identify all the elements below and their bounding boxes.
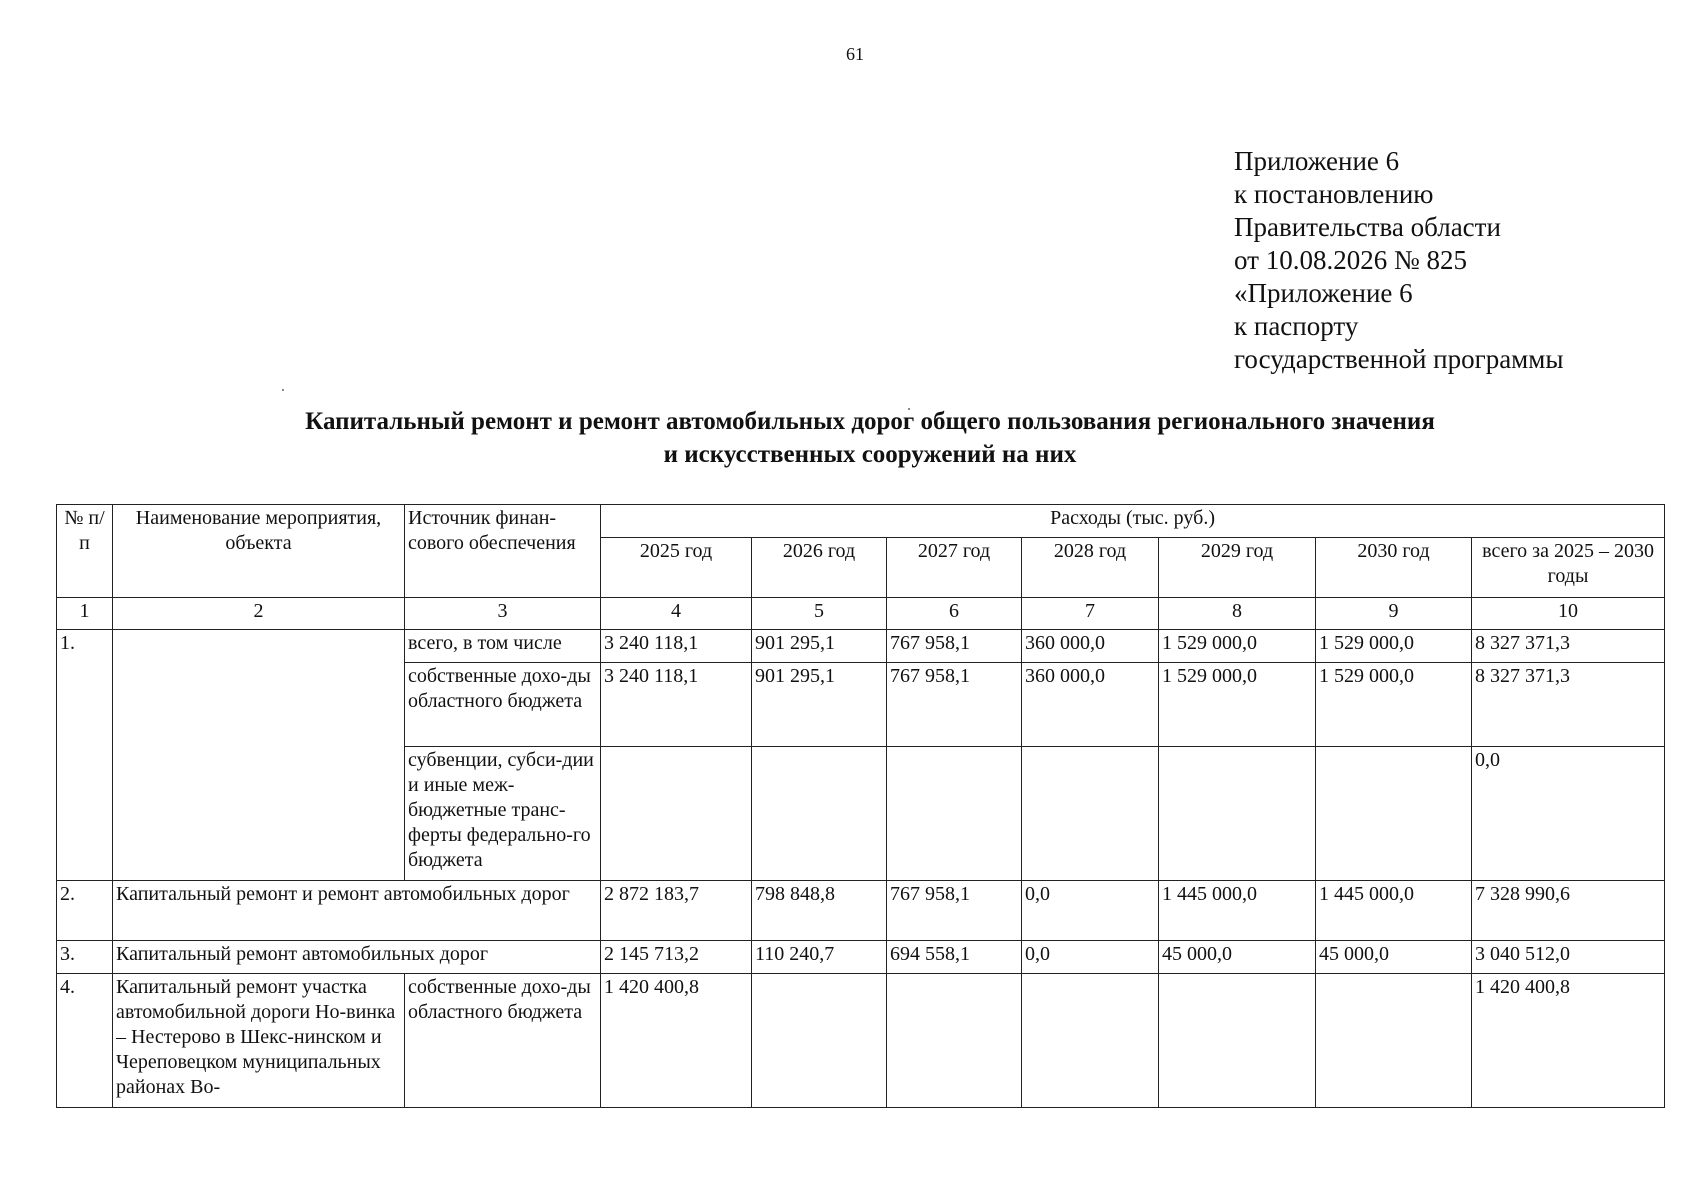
appendix-line: к постановлению <box>1234 179 1434 209</box>
appendix-line: от 10.08.2026 № 825 <box>1234 245 1467 275</box>
cell-2028 <box>1022 974 1159 1108</box>
cell-2029 <box>1159 974 1316 1108</box>
table-row <box>57 974 1665 1108</box>
cell-2027: 694 558,1 <box>887 941 1022 974</box>
column-number: 3 <box>405 598 601 630</box>
row-source: собственные дохо-ды областного бюджета <box>405 663 601 747</box>
cell-2026 <box>752 974 887 1108</box>
appendix-line: к паспорту <box>1234 311 1359 341</box>
cell-2029: 1 529 000,0 <box>1159 630 1316 663</box>
table-row <box>57 881 1665 941</box>
cell-total: 7 328 990,6 <box>1472 881 1665 941</box>
header-year: 2026 год <box>752 538 887 598</box>
cell-total: 3 040 512,0 <box>1472 941 1665 974</box>
column-number: 4 <box>601 598 752 630</box>
cell-2025: 3 240 118,1 <box>601 663 752 747</box>
cell-2025: 2 145 713,2 <box>601 941 752 974</box>
scan-speck <box>282 389 284 391</box>
header-total: всего за 2025 – 2030 годы <box>1472 538 1665 598</box>
row-num: 1. <box>57 630 113 881</box>
cell-2026: 798 848,8 <box>752 881 887 941</box>
cell-2028: 360 000,0 <box>1022 630 1159 663</box>
header-year: 2029 год <box>1159 538 1316 598</box>
cell-2026: 901 295,1 <box>752 630 887 663</box>
cell-total: 8 327 371,3 <box>1472 630 1665 663</box>
cell-2029: 45 000,0 <box>1159 941 1316 974</box>
table-row <box>57 941 1665 974</box>
cell-2027 <box>887 747 1022 881</box>
cell-2026: 110 240,7 <box>752 941 887 974</box>
header-expenses: Расходы (тыс. руб.) <box>601 505 1665 538</box>
appendix-block <box>1234 145 1564 376</box>
cell-2029 <box>1159 747 1316 881</box>
row-num: 3. <box>57 941 113 974</box>
column-number: 6 <box>887 598 1022 630</box>
row-source: всего, в том числе <box>405 630 601 663</box>
header-year: 2025 год <box>601 538 752 598</box>
header-year: 2027 год <box>887 538 1022 598</box>
row-num: 4. <box>57 974 113 1108</box>
expenses-table <box>56 504 1665 1108</box>
cell-2027: 767 958,1 <box>887 663 1022 747</box>
cell-2025: 2 872 183,7 <box>601 881 752 941</box>
document-title <box>150 405 1590 471</box>
cell-2026 <box>752 747 887 881</box>
column-number: 1 <box>57 598 113 630</box>
header-name: Наименование мероприятия, объекта <box>113 505 405 598</box>
cell-total: 0,0 <box>1472 747 1665 881</box>
cell-2025: 1 420 400,8 <box>601 974 752 1108</box>
row-source: собственные дохо-ды областного бюджета <box>405 974 601 1108</box>
column-number-row <box>57 598 1665 630</box>
appendix-line: государственной программы <box>1234 344 1564 374</box>
header-row-1 <box>57 505 1665 538</box>
table-row <box>57 630 1665 663</box>
column-number: 10 <box>1472 598 1665 630</box>
cell-2028: 360 000,0 <box>1022 663 1159 747</box>
row-num: 2. <box>57 881 113 941</box>
column-number: 8 <box>1159 598 1316 630</box>
column-number: 7 <box>1022 598 1159 630</box>
header-year: 2028 год <box>1022 538 1159 598</box>
row-source: субвенции, субси-дии и иные меж-бюджетные транс-ферты федерально-го бюджета <box>405 747 601 881</box>
row-name <box>113 630 405 881</box>
cell-2028: 0,0 <box>1022 941 1159 974</box>
cell-2027: 767 958,1 <box>887 630 1022 663</box>
title-line-2: и искусственных сооружений на них <box>663 441 1077 468</box>
appendix-line: Приложение 6 <box>1234 146 1400 176</box>
row-name: Капитальный ремонт и ремонт автомобильных дорог <box>113 881 601 941</box>
cell-2028 <box>1022 747 1159 881</box>
header-source: Источник финан-сового обеспечения <box>405 505 601 598</box>
cell-2026: 901 295,1 <box>752 663 887 747</box>
cell-total: 1 420 400,8 <box>1472 974 1665 1108</box>
cell-2029: 1 529 000,0 <box>1159 663 1316 747</box>
cell-2029: 1 445 000,0 <box>1159 881 1316 941</box>
cell-2030: 45 000,0 <box>1316 941 1472 974</box>
cell-2027: 767 958,1 <box>887 881 1022 941</box>
header-year: 2030 год <box>1316 538 1472 598</box>
cell-2025: 3 240 118,1 <box>601 630 752 663</box>
appendix-line: «Приложение 6 <box>1234 278 1413 308</box>
cell-2030: 1 445 000,0 <box>1316 881 1472 941</box>
column-number: 2 <box>113 598 405 630</box>
cell-2025 <box>601 747 752 881</box>
appendix-line: Правительства области <box>1234 212 1501 242</box>
row-name: Капитальный ремонт автомобильных дорог <box>113 941 601 974</box>
title-line-1: Капитальный ремонт и ремонт автомобильных дорог общего пользования регионального значения <box>305 408 1435 435</box>
column-number: 5 <box>752 598 887 630</box>
cell-2030 <box>1316 747 1472 881</box>
cell-2030 <box>1316 974 1472 1108</box>
cell-2030: 1 529 000,0 <box>1316 630 1472 663</box>
cell-total: 8 327 371,3 <box>1472 663 1665 747</box>
row-name: Капитальный ремонт участка автомобильной дороги Но-винка – Нестерово в Шекс-нинском и Череповецком муниципальных районах Во- <box>113 974 405 1108</box>
cell-2027 <box>887 974 1022 1108</box>
cell-2030: 1 529 000,0 <box>1316 663 1472 747</box>
cell-2028: 0,0 <box>1022 881 1159 941</box>
header-num: № п/п <box>57 505 113 598</box>
page-number: 61 <box>846 44 864 64</box>
column-number: 9 <box>1316 598 1472 630</box>
